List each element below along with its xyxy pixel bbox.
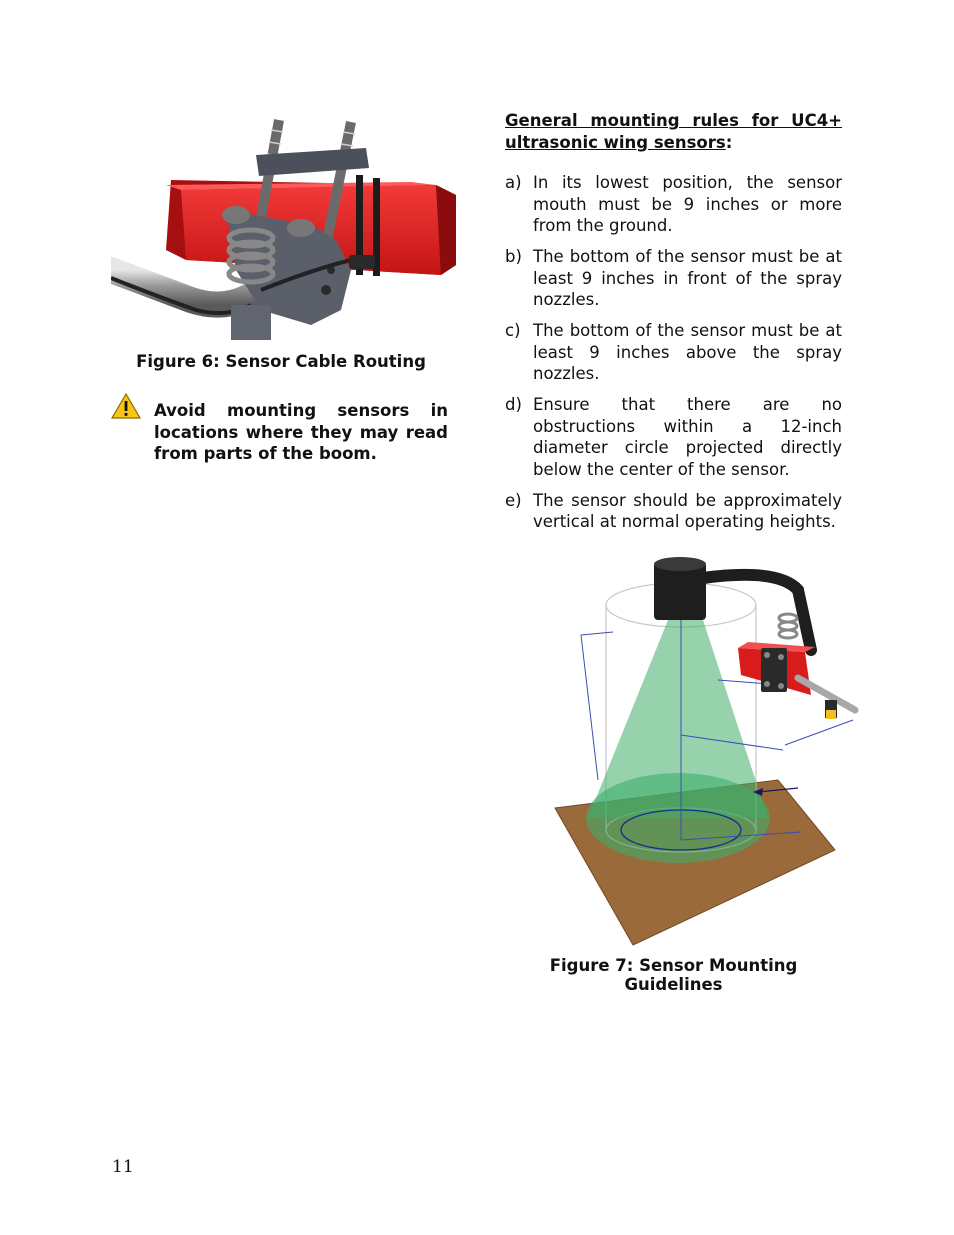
rule-item-e bbox=[505, 490, 842, 533]
rule-item-b bbox=[505, 246, 842, 311]
rule-letter: b) bbox=[505, 247, 522, 266]
rule-letter: c) bbox=[505, 321, 521, 340]
rule-letter: a) bbox=[505, 173, 522, 192]
mounting-rules-heading-text: General mounting rules for UC4+ ultrasonic wing sensors bbox=[505, 111, 842, 152]
figure-6-sensor-cable-routing-image bbox=[111, 110, 463, 342]
rule-text: The sensor should be approximately vertical at normal operating heights. bbox=[533, 490, 842, 531]
figure-7-sensor-mounting-guidelines-image bbox=[553, 550, 863, 950]
figure-6-caption: Figure 6: Sensor Cable Routing bbox=[136, 352, 426, 371]
warning-text: Avoid mounting sensors in locations where they may read from parts of the boom. bbox=[154, 401, 448, 463]
mounting-rules-heading bbox=[505, 110, 842, 154]
warning-triangle-icon bbox=[111, 393, 141, 419]
mounting-rules-heading-colon: : bbox=[725, 133, 733, 152]
rule-item-d bbox=[505, 394, 842, 480]
rule-letter: d) bbox=[505, 395, 522, 414]
rule-item-c bbox=[505, 320, 842, 385]
rule-text: The bottom of the sensor must be at least 9 inches above the spray nozzles. bbox=[533, 321, 842, 383]
rule-text: In its lowest position, the sensor mouth must be 9 inches or more from the ground. bbox=[533, 173, 842, 235]
mounting-rules-list bbox=[505, 172, 842, 542]
figure-7-caption: Figure 7: Sensor Mounting Guidelines bbox=[549, 956, 798, 994]
rule-letter: e) bbox=[505, 490, 522, 510]
rule-text: Ensure that there are no obstructions within a 12-inch diameter circle projected directly below the center of the sensor. bbox=[533, 395, 842, 479]
rule-text: The bottom of the sensor must be at least 9 inches in front of the spray nozzles. bbox=[533, 247, 842, 309]
page-number: 11 bbox=[112, 1157, 134, 1177]
rule-item-a bbox=[505, 172, 842, 237]
